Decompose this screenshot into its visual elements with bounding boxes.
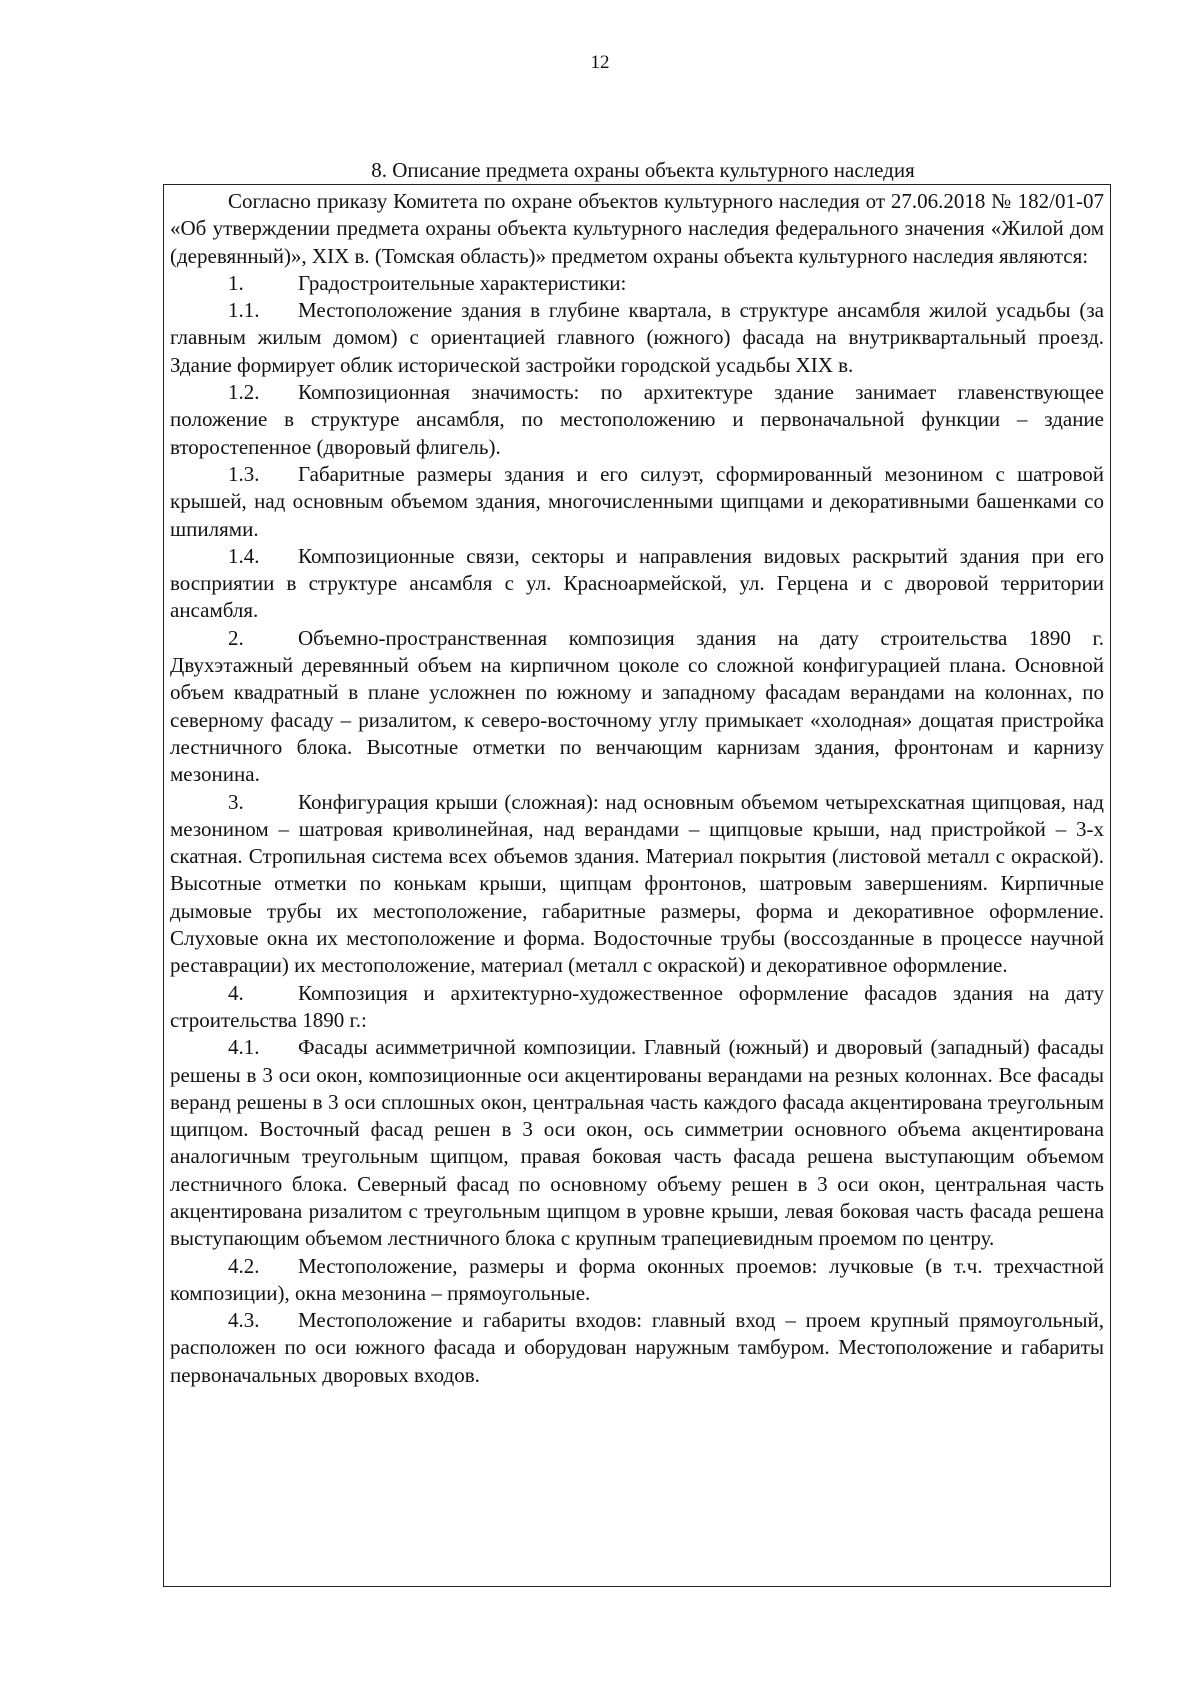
item-number: 1.4. [228, 543, 260, 568]
item-number: 1.3. [228, 461, 260, 486]
section-heading: 8. Описание предмета охраны объекта культурного наследия [371, 158, 915, 182]
item-text: Композиционная значимость: по архитектуре здание занимает главенствующее положение в структуре ансамбля, по местоположению и первоначальной функции – здание второстепенное (дворовый флигель). [170, 380, 1104, 459]
protection-item [170, 1253, 1104, 1308]
protection-item [170, 461, 1104, 543]
item-number: 4.2. [228, 1253, 260, 1278]
protection-item [170, 980, 1104, 1035]
protection-item [170, 270, 1104, 297]
protection-items-list [170, 270, 1104, 1389]
item-number: 4. [228, 980, 244, 1005]
item-number: 4.1. [228, 1035, 260, 1060]
protection-item [170, 543, 1104, 625]
item-number: 1.2. [228, 380, 260, 405]
item-text: Габаритные размеры здания и его силуэт, сформированный мезонином с шатровой крышей, над основным объемом здания, многочисленными щипцами и декоративными башенками со шпилями. [170, 461, 1104, 541]
item-text: Композиционные связи, секторы и направления видовых раскрытий здания при его восприятии в структуре ансамбля с ул. Красноармейской, ул. Герцена и с дворовой территории ансамбля. [170, 543, 1104, 623]
intro-paragraph: Согласно приказу Комитета по охране объектов культурного наследия от 27.06.2018 № 182/01-07 «Об утверждении предмета охраны объекта культурного наследия федерального значения «Жилой дом (деревянный)», XIX в. (Томская область)» предметом охраны объекта культурного наследия являются: [170, 189, 1104, 268]
protection-item [170, 297, 1104, 379]
item-number: 3. [228, 789, 244, 814]
item-text: Местоположение, размеры и форма оконных проемов: лучковые (в т.ч. трехчастной композиции), окна мезонина – прямоугольные. [170, 1253, 1104, 1305]
item-number: 1.1. [228, 298, 260, 323]
protection-item [170, 625, 1104, 789]
item-number: 2. [228, 625, 244, 650]
protection-item [170, 1034, 1104, 1252]
protection-item [170, 789, 1104, 980]
item-number: 4.3. [228, 1308, 260, 1333]
item-text: Местоположение и габариты входов: главный вход – проем крупный прямоугольный, расположен по оси южного фасада и оборудован наружным тамбуром. Местоположение и габариты первоначальных дворовых входов. [170, 1308, 1104, 1387]
item-text: Местоположение здания в глубине квартала, в структуре ансамбля жилой усадьбы (за главным жилым домом) с ориентацией главного (южного) фасада на внутриквартальный проезд. Здание формирует облик исторической застройки городской усадьбы XIX в. [170, 298, 1104, 377]
protection-item [170, 1307, 1104, 1389]
item-text: Градостроительные характеристики: [298, 270, 627, 295]
item-number: 1. [228, 270, 244, 295]
item-text: Композиция и архитектурно-художественное оформление фасадов здания на дату строительства 1890 г.: [170, 980, 1104, 1032]
item-text: Фасады асимметричной композиции. Главный (южный) и дворовый (западный) фасады решены в 3 оси окон, композиционные оси акцентированы верандами на резных колоннах. Все фасады веранд решены в 3 оси сплошных окон, центральная часть каждого фасада акцентирована треугольным щипцом. Восточный фасад решен в 3 оси окон, ось симметрии основного объема акцентирована аналогичным треугольным щипцом, правая боковая часть фасада решена выступающим объемом лестничного блока. Северный фасад по основному объему решен в 3 оси окон, центральная часть акцентирована ризалитом с треугольным щипцом в уровне крыши, левая боковая часть фасада решена выступающим объемом лестничного блока с крупным трапециевидным проемом по центру. [170, 1035, 1104, 1251]
item-text: Объемно-пространственная композиция здания на дату строительства 1890 г. Двухэтажный деревянный объем на кирпичном цоколе со сложной конфигурацией плана. Основной объем квадратный в плане усложнен по южному и западному фасадам верандами на колоннах, по северному фасаду – ризалитом, к северо-восточному углу примыкает «холодная» дощатая пристройка лестничного блока. Высотные отметки по венчающим карнизам здания, фронтонам и карнизу мезонина. [170, 625, 1104, 787]
protection-item [170, 379, 1104, 461]
page-number: 12 [590, 52, 610, 73]
item-text: Конфигурация крыши (сложная): над основным объемом четырехскатная щипцовая, над мезонином – шатровая криволинейная, над верандами – щипцовые крыши, над пристройкой – 3-х скатная. Стропильная система всех объемов здания. Материал покрытия (листовой металл с окраской). Высотные отметки по конькам крыши, щипцам фронтонов, шатровым завершениям. Кирпичные дымовые трубы их местоположение, габаритные размеры, форма и декоративное оформление. Слуховые окна их местоположение и форма. Водосточные трубы (воссозданные в процессе научной реставрации) их местоположение, материал (металл с окраской) и декоративное оформление. [170, 789, 1104, 978]
protection-subject-frame [163, 184, 1111, 1587]
